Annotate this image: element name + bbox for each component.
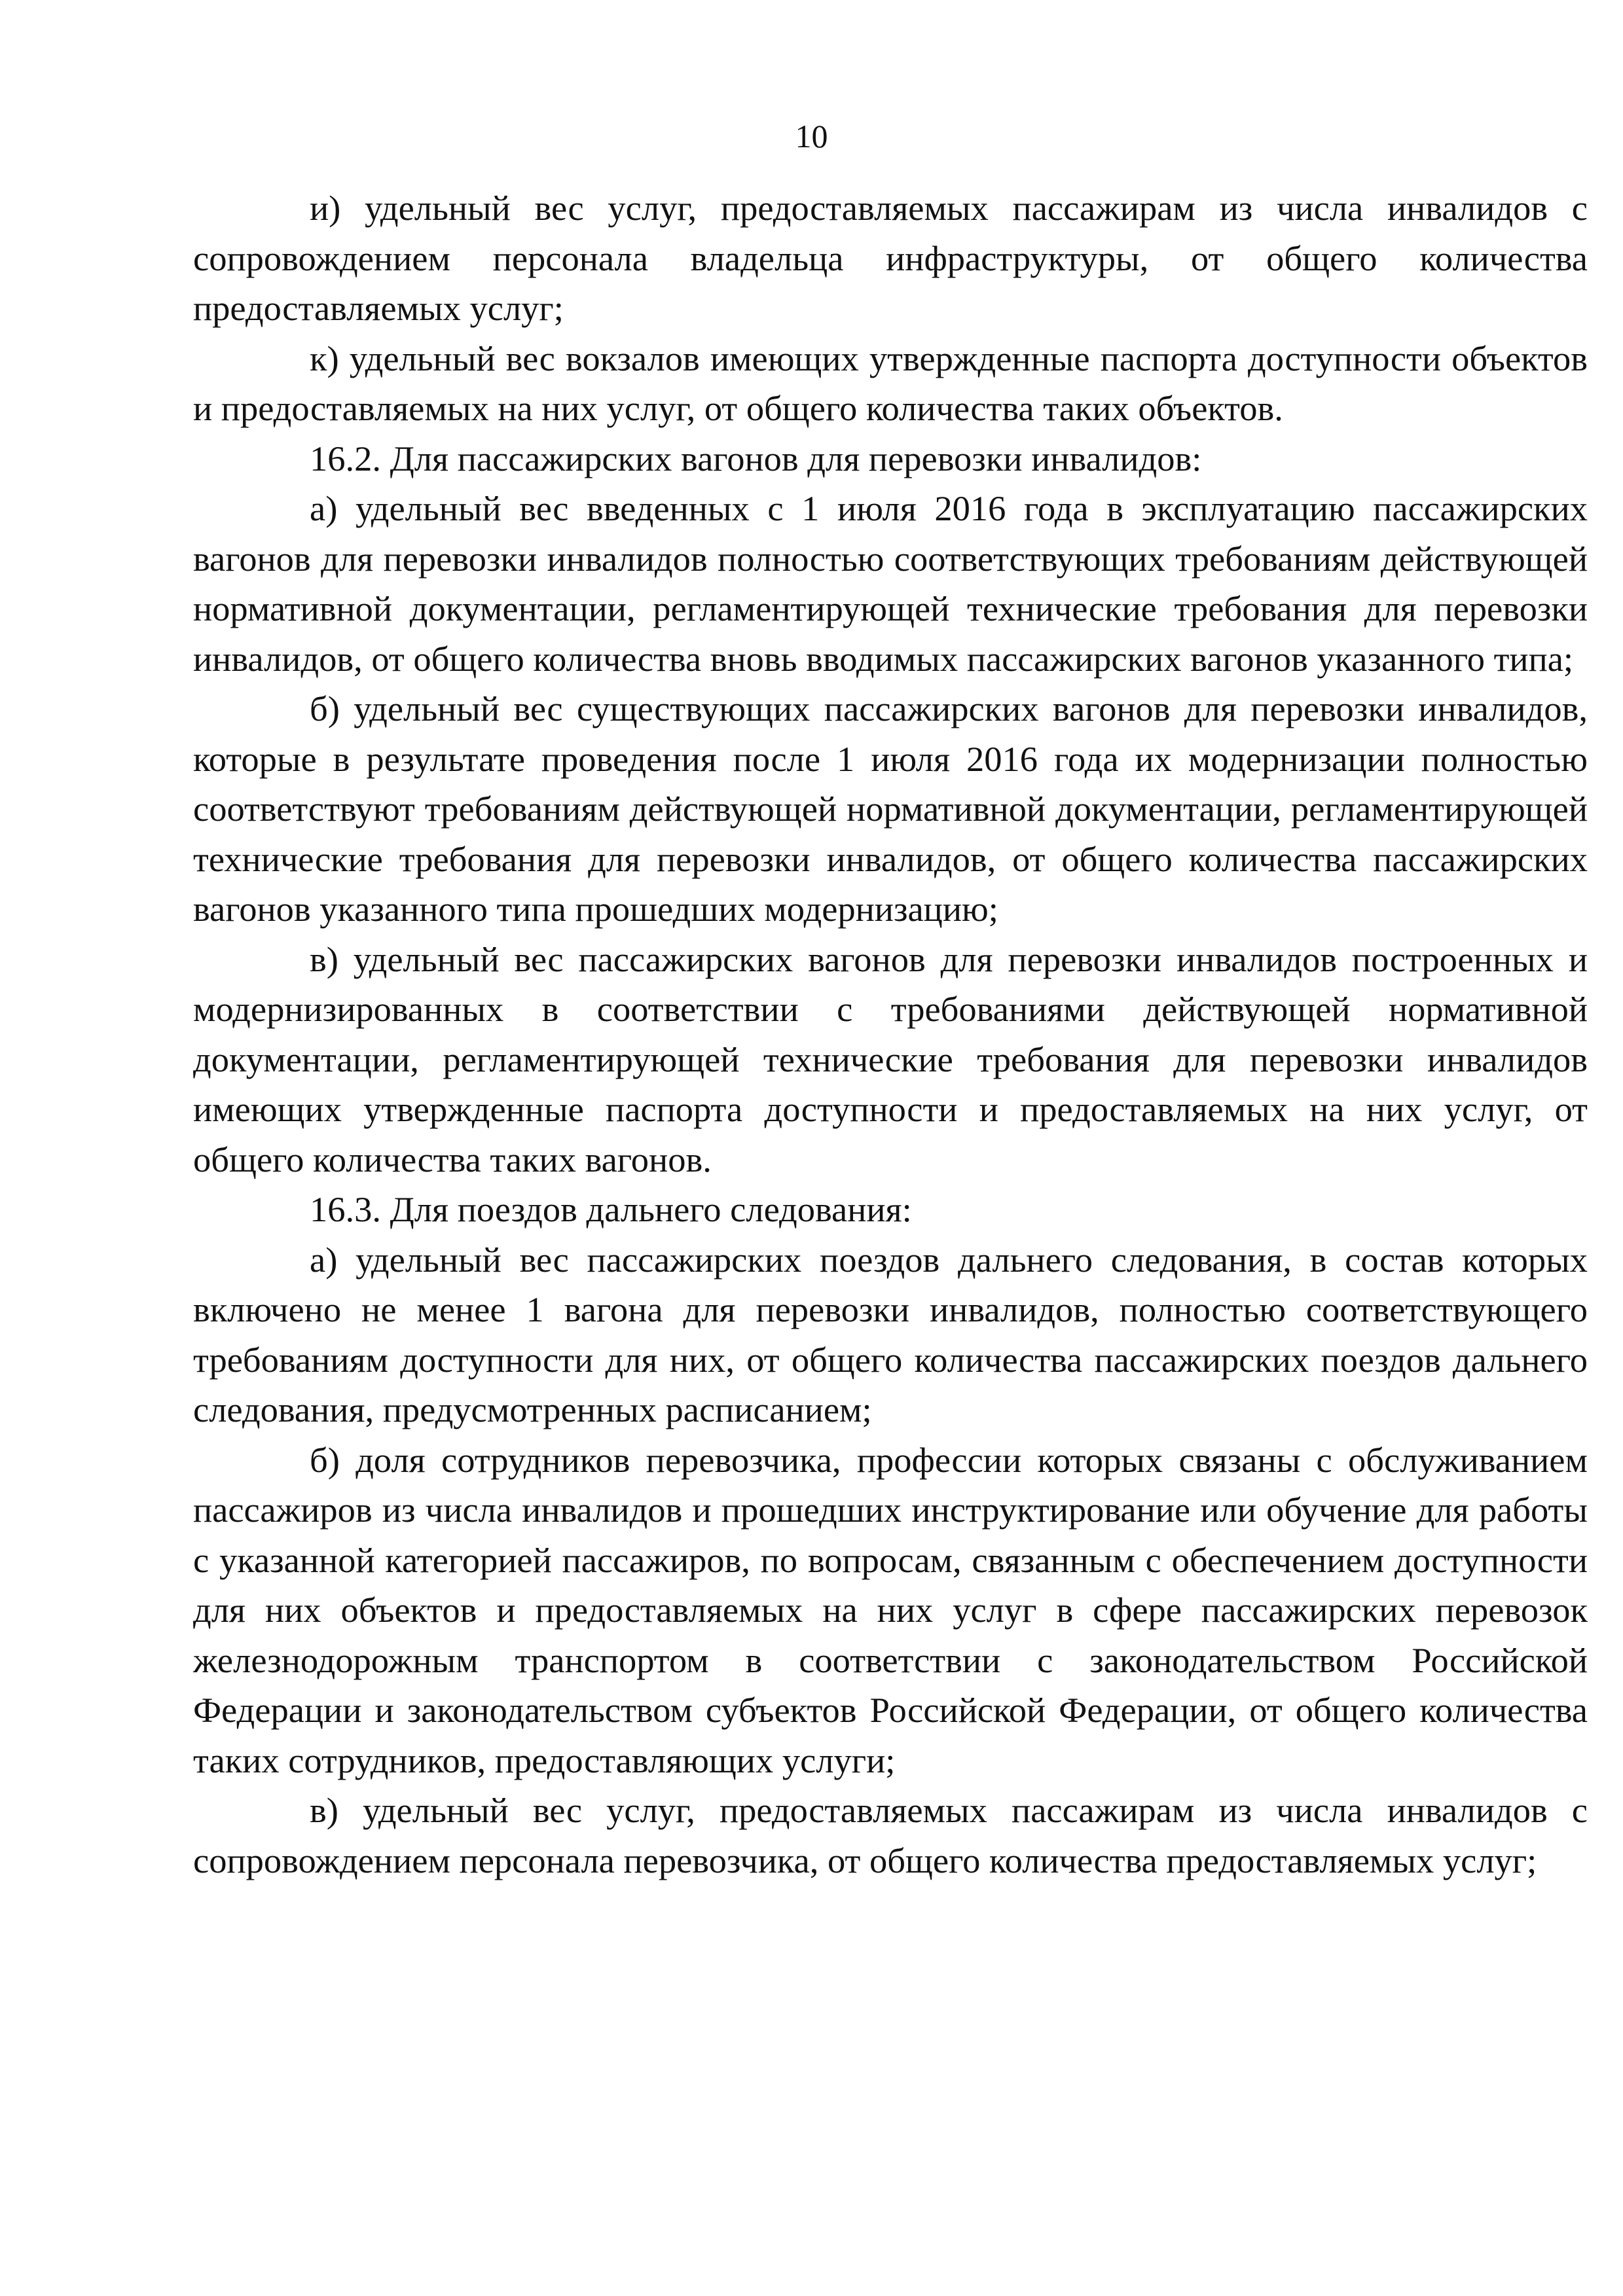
paragraph-16-2-a: а) удельный вес введенных с 1 июля 2016 года в эксплуатацию пассажирских вагонов для перевозки инвалидов полностью соответствующих требованиям действующей нормативной документации, регламентирующей технические требования для перевозки инвалидов, от общего количества вновь вводимых пассажирских вагонов указанного типа; [193, 488, 1588, 679]
paragraph-k: к) удельный вес вокзалов имеющих утвержденные паспорта доступности объектов и предоставляемых на них услуг, от общего количества таких объектов. [193, 338, 1588, 428]
document-body [193, 183, 1588, 1886]
paragraph-16-3-b: б) доля сотрудников перевозчика, профессии которых связаны с обслуживанием пассажиров из числа инвалидов и прошедших инструктирование или обучение для работы с указанной категорией пассажиров, по вопросам, связанным с обеспечением доступности для них объектов и предоставляемых на них услуг в сфере пассажирских перевозок железнодорожным транспортом в соответствии с законодательством Российской Федерации и законодательством субъектов Российской Федерации, от общего количества таких сотрудников, предоставляющих услуги; [193, 1439, 1588, 1780]
section-heading-16-3: 16.3. Для поездов дальнего следования: [310, 1189, 912, 1229]
paragraph-i: и) удельный вес услуг, предоставляемых пассажирам из числа инвалидов с сопровождением персонала владельца инфраструктуры, от общего количества предоставляемых услуг; [193, 188, 1588, 328]
paragraph-16-3-a: а) удельный вес пассажирских поездов дальнего следования, в состав которых включено не менее 1 вагона для перевозки инвалидов, полностью соответствующего требованиям доступности для них, от общего количества пассажирских поездов дальнего следования, предусмотренных расписанием; [193, 1239, 1588, 1429]
paragraph-16-3-v: в) удельный вес услуг, предоставляемых пассажирам из числа инвалидов с сопровождением персонала перевозчика, от общего количества предоставляемых услуг; [193, 1790, 1588, 1880]
paragraph-16-2-v: в) удельный вес пассажирских вагонов для перевозки инвалидов построенных и модернизированных в соответствии с требованиями действующей нормативной документации, регламентирующей технические требования для перевозки инвалидов имеющих утвержденные паспорта доступности и предоставляемых на них услуг, от общего количества таких вагонов. [193, 939, 1588, 1179]
paragraph-16-2-b: б) удельный вес существующих пассажирских вагонов для перевозки инвалидов, которые в результате проведения после 1 июля 2016 года их модернизации полностью соответствуют требованиям действующей нормативной документации, регламентирующей технические требования для перевозки инвалидов, от общего количества пассажирских вагонов указанного типа прошедших модернизацию; [193, 689, 1588, 929]
page-number: 10 [795, 118, 828, 154]
section-heading-16-2: 16.2. Для пассажирских вагонов для перевозки инвалидов: [310, 438, 1202, 478]
